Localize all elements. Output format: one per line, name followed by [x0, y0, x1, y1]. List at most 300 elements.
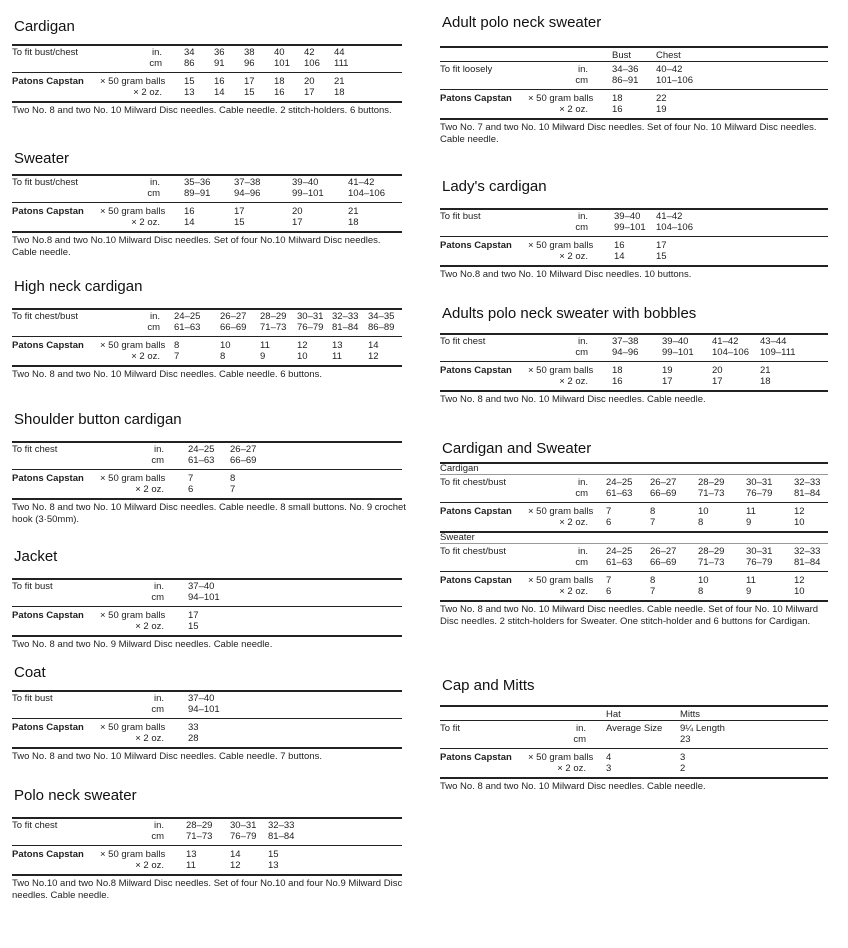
- size-in-cell: 40: [274, 47, 285, 58]
- materials-note: Two No.8 and two No.10 Milward Disc needles. Set of four No.10 Milward Disc needles. Cable needle.: [12, 235, 381, 258]
- balls-cell: 15: [184, 76, 195, 87]
- size-cm-cell: 81–84: [332, 322, 359, 333]
- yarn-unit: × 50 gram balls: [528, 93, 594, 104]
- oz-cell: 10: [297, 351, 308, 362]
- table-rule: [12, 202, 402, 203]
- yarn-label: Patons Capstan: [440, 240, 512, 251]
- yarn-label: Patons Capstan: [440, 93, 512, 104]
- yarn-label: Patons Capstan: [12, 340, 84, 351]
- size-in-cell: 24–25: [174, 311, 201, 322]
- yarn-unit: × 50 gram balls: [100, 206, 166, 217]
- table-bottom-rule: [440, 265, 828, 267]
- size-cm-cell: 104–106: [348, 188, 385, 199]
- size-cm-cell: 23: [680, 734, 691, 745]
- oz-cell: 18: [760, 376, 771, 387]
- yarn-label: Patons Capstan: [12, 722, 84, 733]
- size-in-cell: 44: [334, 47, 345, 58]
- balls-cell: 15: [268, 849, 279, 860]
- table-top-rule: [12, 44, 402, 46]
- oz-cell: 16: [274, 87, 285, 98]
- oz-cell: 14: [184, 217, 195, 228]
- balls-cell: 17: [244, 76, 255, 87]
- balls-cell: 21: [334, 76, 345, 87]
- size-in-cell: 38: [244, 47, 255, 58]
- size-in-cell: 26–27: [650, 546, 677, 557]
- section-shoulder-button: [12, 411, 406, 551]
- oz-cell: 12: [368, 351, 379, 362]
- unit-in: in.: [153, 581, 164, 592]
- size-cm-cell: 61–63: [606, 488, 633, 499]
- table-bottom-rule: [440, 600, 828, 602]
- yarn-label: Patons Capstan: [12, 610, 84, 621]
- oz-cell: 11: [186, 860, 196, 871]
- section-title: Adult polo neck sweater: [442, 14, 602, 31]
- yarn-unit: × 50 gram balls: [100, 340, 166, 351]
- size-in-cell: 26–27: [650, 477, 677, 488]
- oz-cell: 17: [292, 217, 303, 228]
- balls-cell: 13: [186, 849, 197, 860]
- balls-cell: 12: [794, 575, 805, 586]
- unit-in: in.: [577, 477, 588, 488]
- oz-cell: 8: [698, 517, 704, 528]
- yarn-unit: × 50 gram balls: [100, 610, 166, 621]
- unit-cm: cm: [575, 557, 588, 568]
- unit-in: in.: [577, 64, 588, 75]
- size-cm-cell: 61–63: [188, 455, 215, 466]
- oz-unit: × 2 oz.: [131, 351, 160, 362]
- oz-cell: 11: [332, 351, 342, 362]
- size-in-cell: 30–31: [297, 311, 324, 322]
- section-title: High neck cardigan: [14, 278, 143, 295]
- fit-label: To fit: [440, 723, 461, 734]
- size-in-cell: 32–33: [332, 311, 359, 322]
- unit-in: in.: [149, 311, 160, 322]
- size-in-cell: Average Size: [606, 723, 663, 734]
- oz-cell: 6: [606, 586, 612, 597]
- size-in-cell: 28–29: [698, 477, 725, 488]
- table-rule: [12, 72, 402, 73]
- table-rule: [440, 748, 828, 749]
- table-bottom-rule: [12, 635, 402, 637]
- section-cap-mitts: [440, 677, 828, 817]
- fit-label: To fit loosely: [440, 64, 493, 75]
- size-in-cell: 34: [184, 47, 195, 58]
- size-in-cell: 42: [304, 47, 315, 58]
- size-in-cell: 28–29: [260, 311, 287, 322]
- balls-cell: 11: [746, 506, 756, 517]
- size-cm-cell: 61–63: [606, 557, 633, 568]
- balls-cell: 10: [698, 506, 709, 517]
- balls-cell: 4: [606, 752, 612, 763]
- column-header: Chest: [656, 50, 681, 61]
- size-in-cell: 26–27: [220, 311, 247, 322]
- size-cm-cell: 81–84: [794, 557, 821, 568]
- yarn-label: Patons Capstan: [12, 473, 84, 484]
- balls-cell: 8: [230, 473, 236, 484]
- balls-cell: 14: [368, 340, 379, 351]
- oz-cell: 17: [662, 376, 673, 387]
- balls-cell: 10: [220, 340, 231, 351]
- yarn-unit: × 50 gram balls: [528, 365, 594, 376]
- balls-cell: 18: [274, 76, 285, 87]
- oz-unit: × 2 oz.: [557, 763, 586, 774]
- oz-cell: 10: [794, 586, 805, 597]
- size-in-cell: 37–38: [234, 177, 261, 188]
- oz-unit: × 2 oz.: [559, 586, 588, 597]
- size-cm-cell: 94–96: [234, 188, 261, 199]
- section-title: Lady's cardigan: [442, 178, 547, 195]
- oz-cell: 28: [188, 733, 199, 744]
- unit-in: in.: [153, 820, 164, 831]
- unit-in: in.: [149, 177, 160, 188]
- oz-cell: 9: [746, 586, 752, 597]
- size-in-cell: 35–36: [184, 177, 211, 188]
- section-title: Cardigan and Sweater: [442, 440, 592, 457]
- size-cm-cell: 61–63: [174, 322, 201, 333]
- size-cm-cell: 86–89: [368, 322, 395, 333]
- size-in-cell: 34–35: [368, 311, 395, 322]
- materials-note: Two No.8 and two No. 10 Milward Disc needles. 10 buttons.: [440, 269, 692, 280]
- oz-cell: 10: [794, 517, 805, 528]
- oz-cell: 16: [612, 104, 623, 115]
- size-in-cell: 41–42: [712, 336, 739, 347]
- oz-cell: 9: [746, 517, 752, 528]
- size-in-cell: 30–31: [746, 546, 773, 557]
- section-ladys-cardigan: [440, 178, 828, 318]
- table-rule: [12, 845, 402, 846]
- balls-cell: 22: [656, 93, 667, 104]
- unit-cm: cm: [151, 455, 164, 466]
- balls-cell: 7: [606, 506, 612, 517]
- section-adult-polo: [440, 14, 828, 154]
- table-bottom-rule: [12, 101, 402, 103]
- oz-unit: × 2 oz.: [559, 376, 588, 387]
- table-bottom-rule: [12, 365, 402, 367]
- size-in-cell: 24–25: [606, 546, 633, 557]
- fit-label: To fit chest/bust: [12, 311, 79, 322]
- oz-unit: × 2 oz.: [559, 517, 588, 528]
- table-rule: [12, 606, 402, 607]
- balls-cell: 19: [662, 365, 673, 376]
- size-in-cell: 41–42: [656, 211, 683, 222]
- unit-in: in.: [575, 723, 586, 734]
- oz-cell: 19: [656, 104, 667, 115]
- size-in-cell: 32–33: [794, 546, 821, 557]
- table-top-rule: [12, 578, 402, 580]
- fit-label: To fit bust: [440, 211, 481, 222]
- oz-cell: 18: [348, 217, 359, 228]
- yarn-unit: × 50 gram balls: [100, 722, 166, 733]
- materials-note: Two No. 8 and two No. 10 Milward Disc needles. Cable needle. Set of four No. 10 Milward Disc needles. 2 stitch-holders for Sweater. One stitch-holder and 6 buttons for Cardigan.: [440, 604, 819, 627]
- unit-in: in.: [153, 444, 164, 455]
- balls-cell: 12: [794, 506, 805, 517]
- balls-cell: 7: [606, 575, 612, 586]
- size-cm-cell: 89–91: [184, 188, 211, 199]
- materials-note: Two No. 8 and two No. 10 Milward Disc needles. Cable needle. 8 small buttons. No. 9 crochet hook (3·50mm).: [12, 502, 406, 525]
- size-in-cell: 39–40: [662, 336, 689, 347]
- unit-in: in.: [577, 211, 588, 222]
- table-top-rule: [440, 46, 828, 48]
- yarn-label: Patons Capstan: [440, 365, 512, 376]
- section-title: Cap and Mitts: [442, 677, 535, 694]
- section-title: Adults polo neck sweater with bobbles: [442, 305, 697, 322]
- fit-label: To fit chest: [12, 444, 58, 455]
- table-top-rule: [12, 308, 402, 310]
- fit-label: To fit bust: [12, 581, 53, 592]
- unit-cm: cm: [575, 347, 588, 358]
- size-cm-cell: 86–91: [612, 75, 639, 86]
- balls-cell: 12: [297, 340, 308, 351]
- unit-cm: cm: [147, 322, 160, 333]
- oz-cell: 16: [612, 376, 623, 387]
- unit-in: in.: [577, 336, 588, 347]
- balls-cell: 8: [174, 340, 180, 351]
- fit-label: To fit bust/chest: [12, 47, 79, 58]
- yarn-unit: × 50 gram balls: [100, 849, 166, 860]
- size-cm-cell: 71–73: [698, 557, 725, 568]
- balls-cell: 16: [614, 240, 625, 251]
- oz-cell: 15: [188, 621, 199, 632]
- table-rule: [440, 89, 828, 90]
- section-title: Sweater: [14, 150, 70, 167]
- table-bottom-rule: [12, 747, 402, 749]
- section-sweater: [12, 150, 402, 290]
- fit-label: To fit bust/chest: [12, 177, 79, 188]
- balls-cell: 20: [304, 76, 315, 87]
- balls-cell: 33: [188, 722, 199, 733]
- oz-cell: 7: [230, 484, 236, 495]
- size-in-cell: 34–36: [612, 64, 639, 75]
- materials-note: Two No. 8 and two No. 9 Milward Disc needles. Cable needle.: [12, 639, 273, 650]
- size-cm-cell: 104–106: [656, 222, 693, 233]
- size-cm-cell: 111: [334, 58, 349, 69]
- oz-cell: 12: [230, 860, 241, 871]
- section-title: Cardigan: [14, 18, 75, 35]
- column-header: Mitts: [680, 709, 701, 720]
- balls-cell: 16: [184, 206, 195, 217]
- unit-cm: cm: [151, 831, 164, 842]
- fit-label: To fit chest: [12, 820, 58, 831]
- oz-cell: 13: [268, 860, 279, 871]
- table-top-rule: [440, 462, 828, 464]
- oz-cell: 15: [234, 217, 245, 228]
- table-rule: [440, 502, 828, 503]
- oz-cell: 15: [244, 87, 255, 98]
- oz-cell: 15: [656, 251, 667, 262]
- size-cm-cell: 81–84: [794, 488, 821, 499]
- oz-cell: 7: [650, 517, 656, 528]
- table-rule: [440, 571, 828, 572]
- balls-cell: 13: [332, 340, 343, 351]
- balls-cell: 16: [214, 76, 225, 87]
- yarn-label: Patons Capstan: [440, 575, 512, 586]
- size-in-cell: 36: [214, 47, 225, 58]
- size-in-cell: 41–42: [348, 177, 375, 188]
- size-cm-cell: 86: [184, 58, 195, 69]
- yarn-unit: × 50 gram balls: [528, 575, 594, 586]
- materials-note: Two No.10 and two No.8 Milward Disc needles. Set of four No.10 and four No.9 Milward Disc needles. Cable needle.: [12, 878, 403, 901]
- materials-note: Two No. 8 and two No. 10 Milward Disc needles. Cable needle.: [440, 394, 706, 405]
- unit-in: in.: [151, 47, 162, 58]
- size-in-cell: 39–40: [292, 177, 319, 188]
- size-in-cell: 40–42: [656, 64, 683, 75]
- size-cm-cell: 106: [304, 58, 320, 69]
- balls-cell: 10: [698, 575, 709, 586]
- materials-note: Two No. 8 and two No. 10 Milward Disc needles. Cable needle. 2 stitch-holders. 6 buttons.: [12, 105, 392, 116]
- fit-label: To fit chest/bust: [440, 477, 507, 488]
- size-in-cell: 9¼ Length: [680, 723, 725, 734]
- yarn-label: Patons Capstan: [440, 752, 512, 763]
- column-header: Hat: [606, 709, 621, 720]
- table-rule: [440, 361, 828, 362]
- balls-cell: 18: [612, 93, 623, 104]
- size-in-cell: 37–40: [188, 693, 215, 704]
- size-cm-cell: 94–101: [188, 704, 220, 715]
- table-bottom-rule: [440, 777, 828, 779]
- fit-label: To fit chest/bust: [440, 546, 507, 557]
- balls-cell: 18: [612, 365, 623, 376]
- size-in-cell: 43–44: [760, 336, 787, 347]
- size-in-cell: 37–40: [188, 581, 215, 592]
- yarn-label: Patons Capstan: [12, 849, 84, 860]
- size-in-cell: 32–33: [268, 820, 295, 831]
- oz-unit: × 2 oz.: [133, 87, 162, 98]
- oz-unit: × 2 oz.: [135, 860, 164, 871]
- table-bottom-rule: [12, 874, 402, 876]
- size-cm-cell: 99–101: [292, 188, 324, 199]
- size-cm-cell: 66–69: [650, 488, 677, 499]
- oz-unit: × 2 oz.: [135, 733, 164, 744]
- table-bottom-rule: [440, 390, 828, 392]
- yarn-label: Patons Capstan: [12, 206, 84, 217]
- section-high-neck: [12, 278, 402, 418]
- section-bobbles: [440, 305, 828, 445]
- size-in-cell: 28–29: [186, 820, 213, 831]
- size-cm-cell: 99–101: [662, 347, 694, 358]
- size-cm-cell: 101: [274, 58, 290, 69]
- table-top-rule: [12, 817, 402, 819]
- size-cm-cell: 91: [214, 58, 225, 69]
- materials-note: Two No. 8 and two No. 10 Milward Disc needles. Cable needle. 6 buttons.: [12, 369, 322, 380]
- balls-cell: 20: [712, 365, 723, 376]
- size-in-cell: 30–31: [746, 477, 773, 488]
- table-top-rule: [12, 690, 402, 692]
- size-cm-cell: 66–69: [230, 455, 257, 466]
- oz-cell: 8: [698, 586, 704, 597]
- table-rule: [440, 236, 828, 237]
- oz-cell: 3: [606, 763, 612, 774]
- balls-cell: 11: [260, 340, 270, 351]
- header-rule: [440, 61, 828, 62]
- unit-cm: cm: [575, 488, 588, 499]
- balls-cell: 3: [680, 752, 686, 763]
- balls-cell: 17: [234, 206, 245, 217]
- size-cm-cell: 71–73: [698, 488, 725, 499]
- column-header: Bust: [612, 50, 632, 61]
- table-bottom-rule: [12, 231, 402, 233]
- size-in-cell: 32–33: [794, 477, 821, 488]
- balls-cell: 21: [348, 206, 359, 217]
- materials-note: Two No. 7 and two No. 10 Milward Disc needles. Set of four No. 10 Milward Disc needles. Cable needle.: [440, 122, 817, 145]
- oz-cell: 2: [680, 763, 686, 774]
- size-in-cell: 39–40: [614, 211, 641, 222]
- oz-cell: 17: [712, 376, 723, 387]
- section-coat: [12, 664, 402, 804]
- sub-rule: [440, 543, 828, 544]
- oz-cell: 14: [214, 87, 225, 98]
- oz-unit: × 2 oz.: [559, 104, 588, 115]
- size-cm-cell: 71–73: [186, 831, 213, 842]
- oz-cell: 7: [650, 586, 656, 597]
- size-cm-cell: 71–73: [260, 322, 287, 333]
- subheading-cardigan: Cardigan: [440, 463, 479, 474]
- materials-note: Two No. 8 and two No. 10 Milward Disc needles. Cable needle.: [440, 781, 706, 792]
- oz-cell: 13: [184, 87, 195, 98]
- subheading-sweater: Sweater: [440, 532, 475, 543]
- table-rule: [12, 469, 402, 470]
- oz-unit: × 2 oz.: [135, 621, 164, 632]
- balls-cell: 21: [760, 365, 771, 376]
- table-bottom-rule: [12, 498, 402, 500]
- fit-label: To fit chest: [440, 336, 486, 347]
- unit-cm: cm: [575, 222, 588, 233]
- unit-cm: cm: [575, 75, 588, 86]
- unit-cm: cm: [151, 704, 164, 715]
- balls-cell: 11: [746, 575, 756, 586]
- yarn-unit: × 50 gram balls: [528, 506, 594, 517]
- table-bottom-rule: [440, 118, 828, 120]
- oz-cell: 6: [188, 484, 194, 495]
- table-top-rule: [440, 208, 828, 210]
- oz-cell: 6: [606, 517, 612, 528]
- unit-cm: cm: [151, 592, 164, 603]
- balls-cell: 7: [188, 473, 194, 484]
- oz-cell: 8: [220, 351, 226, 362]
- size-cm-cell: 81–84: [268, 831, 295, 842]
- unit-cm: cm: [147, 188, 160, 199]
- oz-cell: 14: [614, 251, 625, 262]
- unit-in: in.: [577, 546, 588, 557]
- yarn-unit: × 50 gram balls: [100, 473, 166, 484]
- section-cardigan: [12, 18, 402, 158]
- section-title: Polo neck sweater: [14, 787, 137, 804]
- size-in-cell: 30–31: [230, 820, 257, 831]
- oz-cell: 18: [334, 87, 345, 98]
- header-rule: [440, 720, 828, 721]
- table-top-rule: [440, 333, 828, 335]
- unit-cm: cm: [573, 734, 586, 745]
- fit-label: To fit bust: [12, 693, 53, 704]
- section-title: Coat: [14, 664, 46, 681]
- yarn-label: Patons Capstan: [12, 76, 84, 87]
- section-cardigan-sweater: [440, 440, 828, 627]
- size-cm-cell: 94–96: [612, 347, 639, 358]
- size-cm-cell: 76–79: [230, 831, 257, 842]
- size-in-cell: 28–29: [698, 546, 725, 557]
- oz-cell: 7: [174, 351, 180, 362]
- yarn-label: Patons Capstan: [440, 506, 512, 517]
- section-title: Jacket: [14, 548, 58, 565]
- size-cm-cell: 76–79: [746, 488, 773, 499]
- size-in-cell: 24–25: [606, 477, 633, 488]
- yarn-unit: × 50 gram balls: [100, 76, 166, 87]
- oz-cell: 17: [304, 87, 315, 98]
- section-title: Shoulder button cardigan: [14, 411, 182, 428]
- size-cm-cell: 101–106: [656, 75, 693, 86]
- balls-cell: 8: [650, 575, 656, 586]
- section-polo-neck: [12, 787, 402, 927]
- unit-in: in.: [153, 693, 164, 704]
